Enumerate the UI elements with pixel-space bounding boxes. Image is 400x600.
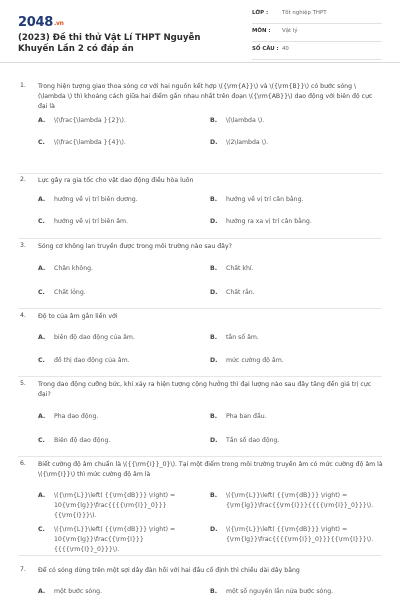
option-text: Pha ban đầu.	[226, 413, 267, 420]
option-letter: C.	[38, 437, 45, 444]
option-text: \(\lambda \).	[226, 117, 265, 124]
question-divider	[18, 456, 382, 457]
logo-text: 2048	[18, 15, 53, 30]
option-letter: D.	[210, 218, 218, 225]
option-letter: C.	[38, 289, 45, 296]
exam-title: (2023) Đề thi thử Vật Lí THPT Nguyễn Khuyến Lần 2 có đáp án	[18, 33, 201, 54]
meta-row-count	[252, 46, 382, 60]
option-text: \(2\lambda \).	[226, 139, 269, 146]
option-letter: A.	[38, 334, 46, 341]
site-logo[interactable]	[18, 15, 64, 30]
option-text: hướng về vị trí biên dương.	[54, 196, 138, 203]
meta-label: SỐ CÂU :	[252, 46, 279, 52]
exam-header	[0, 0, 400, 63]
option-letter: D.	[210, 437, 218, 444]
question-text: Biết cường độ âm chuẩn là \({{\rm{I}}_0}\). Tại một điểm trong môi trường truyền âm có mức cường độ âm là \({\rm{I}}\) thì mức cường độ âm là	[38, 461, 383, 478]
option-letter: A.	[38, 588, 46, 595]
question-number: 4.	[20, 312, 26, 319]
question-number: 2.	[20, 176, 26, 183]
option-letter: B.	[210, 334, 218, 341]
option-text: \(\frac{\lambda }{2}\).	[54, 117, 126, 124]
option-letter: D.	[210, 139, 218, 146]
question-number: 6.	[20, 460, 26, 467]
option-text: Tần số dao động.	[226, 437, 280, 444]
option-text: Pha dao động.	[54, 413, 99, 420]
question-number: 7.	[20, 566, 26, 573]
question-text: Trong hiện tượng giao thoa sóng cơ với hai nguồn kết hợp \({\rm{A}}\) và \({\rm{B}}\) có bước sóng \(\lambda \) thì khoảng cách giữa hai điểm gần nhau nhất trên đoạn \({\rm{AB}}\) dao động với biên độ cực đại là	[38, 83, 373, 110]
question-divider	[18, 173, 382, 174]
option-letter: D.	[210, 526, 218, 533]
option-text: hướng về vị trí biên âm.	[54, 218, 129, 225]
option-text: hướng về vị trí cân bằng.	[226, 196, 304, 203]
option-letter: D.	[210, 357, 218, 364]
meta-value: 40	[282, 46, 289, 52]
option-letter: D.	[210, 289, 218, 296]
option-text: \({\rm{L}}\left( {{\rm{dB}}} \right) = 10{\rm{lg}}\frac{{{{\rm{I}}_0}}}{{\rm{I}}}\).	[54, 492, 176, 519]
meta-label: MÔN :	[252, 28, 271, 34]
option-letter: B.	[210, 196, 218, 203]
option-letter: A.	[38, 413, 46, 420]
option-letter: B.	[210, 588, 218, 595]
question-number: 3.	[20, 242, 26, 249]
option-text: \({\rm{L}}\left( {{\rm{dB}}} \right) = {\rm{lg}}\frac{{{{\rm{I}}_0}}}{{\rm{I}}}\).	[226, 526, 374, 543]
meta-value: Tốt nghiệp THPT	[282, 10, 327, 16]
option-letter: A.	[38, 265, 46, 272]
option-text: một số nguyên lần nửa bước sóng.	[226, 588, 334, 595]
question-text: Độ to của âm gắn liền với	[38, 313, 118, 320]
option-text: một bước sóng.	[54, 588, 103, 595]
option-letter: B.	[210, 492, 218, 499]
option-letter: A.	[38, 196, 46, 203]
option-letter: C.	[38, 526, 45, 533]
option-text: Chất lỏng.	[54, 289, 86, 296]
question-number: 1.	[20, 82, 26, 89]
meta-row-subject	[252, 28, 382, 42]
option-text: Biên độ dao động.	[54, 437, 111, 444]
meta-row-class	[252, 10, 382, 24]
option-text: \(\frac{\lambda }{4}\).	[54, 139, 126, 146]
question-text: Để có sóng dừng trên một sợi dây đàn hồi với hai đầu cố định thì chiều dài dây bằng	[38, 567, 300, 574]
option-letter: B.	[210, 265, 218, 272]
option-letter: A.	[38, 492, 46, 499]
logo-suffix: .vn	[53, 20, 64, 27]
question-divider	[18, 308, 382, 309]
option-text: biên độ dao động của âm.	[54, 334, 135, 341]
option-text: \({\rm{L}}\left( {{\rm{dB}}} \right) = 10{\rm{lg}}\frac{{\rm{I}}}{{{{\rm{I}}_0}}}\).	[54, 526, 176, 553]
question-divider	[18, 555, 382, 556]
option-text: Chất rắn.	[226, 289, 255, 296]
option-text: đồ thị dao động của âm.	[54, 357, 130, 364]
option-letter: C.	[38, 218, 45, 225]
question-text: Lực gây ra gia tốc cho vật dao động điều hòa luôn	[38, 177, 194, 184]
question-text: Trong dao động cưỡng bức, khi xảy ra hiện tượng cộng hưởng thì đại lượng nào sau đây tăng đến giá trị cực đại?	[38, 381, 372, 398]
meta-label: LỚP :	[252, 10, 269, 16]
option-text: Chân không.	[54, 265, 94, 272]
option-text: Chất khí.	[226, 265, 254, 272]
option-letter: C.	[38, 357, 45, 364]
exam-meta	[252, 10, 382, 64]
option-letter: B.	[210, 117, 218, 124]
option-text: hướng ra xa vị trí cân bằng.	[226, 218, 312, 225]
question-number: 5.	[20, 380, 26, 387]
option-text: \({\rm{L}}\left( {{\rm{dB}}} \right) = {\rm{lg}}\frac{{\rm{I}}}{{{{\rm{I}}_0}}}\).	[226, 492, 374, 509]
question-text: Sóng cơ không lan truyền được trong môi trường nào sau đây?	[38, 243, 232, 250]
option-letter: A.	[38, 117, 46, 124]
option-text: tần số âm.	[226, 334, 259, 341]
option-letter: C.	[38, 139, 45, 146]
option-letter: B.	[210, 413, 218, 420]
question-divider	[18, 238, 382, 239]
question-divider	[18, 376, 382, 377]
meta-value: Vật lý	[282, 28, 298, 34]
option-text: mức cường độ âm.	[226, 357, 284, 364]
